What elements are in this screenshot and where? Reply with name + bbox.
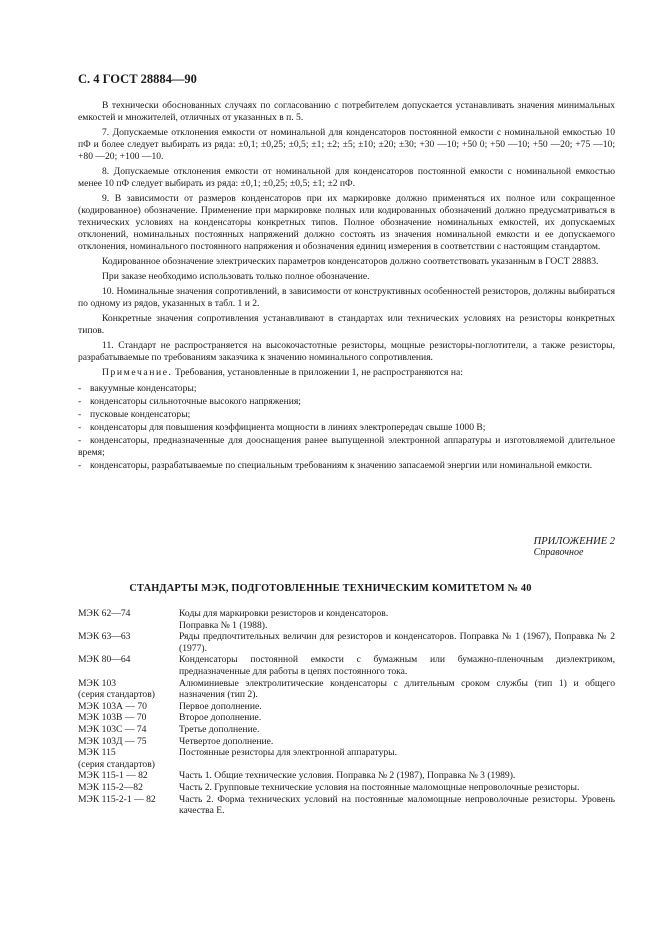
standard-code: МЭК 103А — 70 [78,700,147,712]
list-item: - пусковые конденсаторы; [78,409,191,420]
standard-code: МЭК 103Д — 75 [78,735,147,747]
paragraph: 9. В зависимости от размеров конденсаторов при их маркировке должно применяться их полное или сокращенное (кодированное) обозначение. Применение при маркировке полных или кодированных обозначений должно предусматриваться в технических условиях на конденсаторы конкретных типов. Полное обозначение номинальных емкостей, их допускаемых отклонений, номинальных постоянных напряжений должно состоять из значения номинальной емкости и ее допускаемого отклонения, номинального постоянного напряжения и обозначения единиц измерения в соответствии с настоящим стандартом. [78,193,615,252]
standard-row [78,712,615,724]
standard-code: МЭК 62—74 [78,608,131,619]
standard-code: МЭК 115-2-1 — 82 [78,793,156,805]
standard-row [78,747,615,770]
standard-row [78,701,615,713]
standard-code: МЭК 103С — 74 [78,723,147,735]
standard-description: Часть 2. Групповые технические условия на постоянные маломощные непроволочные резисторы. [179,781,580,793]
standard-code: МЭК 103 (серия стандартов) [78,677,155,701]
standard-code: МЭК 115 (серия стандартов) [78,747,155,770]
paragraph: При заказе необходимо использовать только полное обозначение. [102,271,370,282]
list-item: - вакуумные конденсаторы; [78,383,197,394]
note-label: Примечание. [102,367,173,378]
paragraph: 10. Номинальные значения сопротивлений, в зависимости от конструктивных особенностей резисторов, должны выбираться по одному из рядов, указанных в табл. 1 и 2. [78,286,615,309]
paragraph: Конкретные значения сопротивления устанавливают в стандартах или технических условиях на резисторы конкретных типов. [78,313,615,336]
standard-description: Алюминиевые электролитические конденсаторы с длительным сроком службы (тип 1) и общего назначения (тип 2). [179,677,615,701]
list-item: - конденсаторы для повышения коэффициента мощности в линиях электропередач свыше 1000 В; [78,422,486,433]
paragraph: В технически обоснованных случаях по согласованию с потребителем допускается устанавливать значения минимальных емкостей и множителей, отличных от указанных в п. 5. [78,100,615,123]
standard-row [78,631,615,654]
note [78,367,615,379]
standard-row [78,770,615,782]
standard-row [78,736,615,748]
standard-description: Часть 2. Форма технических условий на постоянные маломощные непроволочные резисторы. Уровень качества Е. [179,793,615,817]
standard-row [78,608,615,631]
standard-code: МЭК 115-2—82 [78,781,143,793]
note-text: Требования, установленные в приложении 1, не распространяются на: [172,367,463,378]
standard-code: МЭК 103В — 70 [78,712,147,724]
standard-description: Четвертое дополнение. [179,735,274,747]
paragraph: 7. Допускаемые отклонения емкости от номинальной для конденсаторов постоянной емкости с номинальной емкостью 10 пФ и более следует выбирать из ряда: ±0,1; ±0,25; ±0,5; ±1; ±2; ±5; ±10; ±20; ±30; +30 —10; +50 0; +50 —10; +50 —20; +75 —10; +80 —20; +100 —10. [78,127,615,162]
standard-code: МЭК 63—63 [78,631,131,643]
list-item: - конденсаторы, разрабатываемые по специальным требованиям к значению запасаемой энергии или номинальной емкости. [78,460,593,471]
standard-description: Часть 1. Общие технические условия. Поправка № 2 (1987), Поправка № 3 (1989). [179,770,516,782]
standard-row [78,724,615,736]
paragraph: Кодированное обозначение электрических параметров конденсаторов должно соответствовать указанным в ГОСТ 28883. [102,256,599,267]
appendix-type: Справочное [533,547,584,558]
list-item: - конденсаторы, предназначенные для дооснащения ранее выпущенной электронной аппаратуры и изготовляемой длительное время; [78,435,615,458]
appendix-label [534,536,615,558]
standard-description: Второе дополнение. [179,712,262,724]
standard-code: МЭК 115-1 — 82 [78,770,148,782]
standard-description: Третье дополнение. [179,723,260,735]
standards-list [78,608,615,817]
standard-description: Первое дополнение. [179,700,262,712]
list-item: - конденсаторы сильноточные высокого напряжения; [78,396,301,407]
standard-description: Ряды предпочтительных величин для резисторов и конденсаторов. Поправка № 1 (1967), Поправка № 2 (1977). [179,631,615,654]
paragraph: 11. Стандарт не распространяется на высокочастотные резисторы, мощные резисторы-поглотители, а также резисторы, разрабатываемые по требованиям заказчика к значению номинального сопротивления. [78,340,615,363]
standard-row [78,654,615,677]
standard-row [78,678,615,701]
paragraph: 8. Допускаемые отклонения емкости от номинальной для конденсаторов постоянной емкости с номинальной емкостью менее 10 пФ следует выбирать из ряда: ±0,1; ±0,25; ±0,5; ±1; ±2 пФ. [78,166,615,189]
document-body [78,100,615,473]
standard-row [78,782,615,794]
standard-row [78,794,615,817]
standard-description: Конденсаторы постоянной емкости с бумажным или бумажно-пленочным диэлектриком, предназначенные для работы в цепях постоянного тока. [179,654,615,677]
appendix-number: ПРИЛОЖЕНИЕ 2 [533,536,615,547]
exclusion-list [78,383,615,472]
standard-code: МЭК 80—64 [78,654,131,666]
standard-description: Постоянные резисторы для электронной аппаратуры. [179,747,398,759]
appendix-title: СТАНДАРТЫ МЭК, ПОДГОТОВЛЕННЫЕ ТЕХНИЧЕСКИМ КОМИТЕТОМ № 40 [129,583,532,594]
page-header: С. 4 ГОСТ 28884—90 [78,72,197,86]
standard-description: Коды для маркировки резисторов и конденсаторов. Поправка № 1 (1988). [179,608,389,631]
